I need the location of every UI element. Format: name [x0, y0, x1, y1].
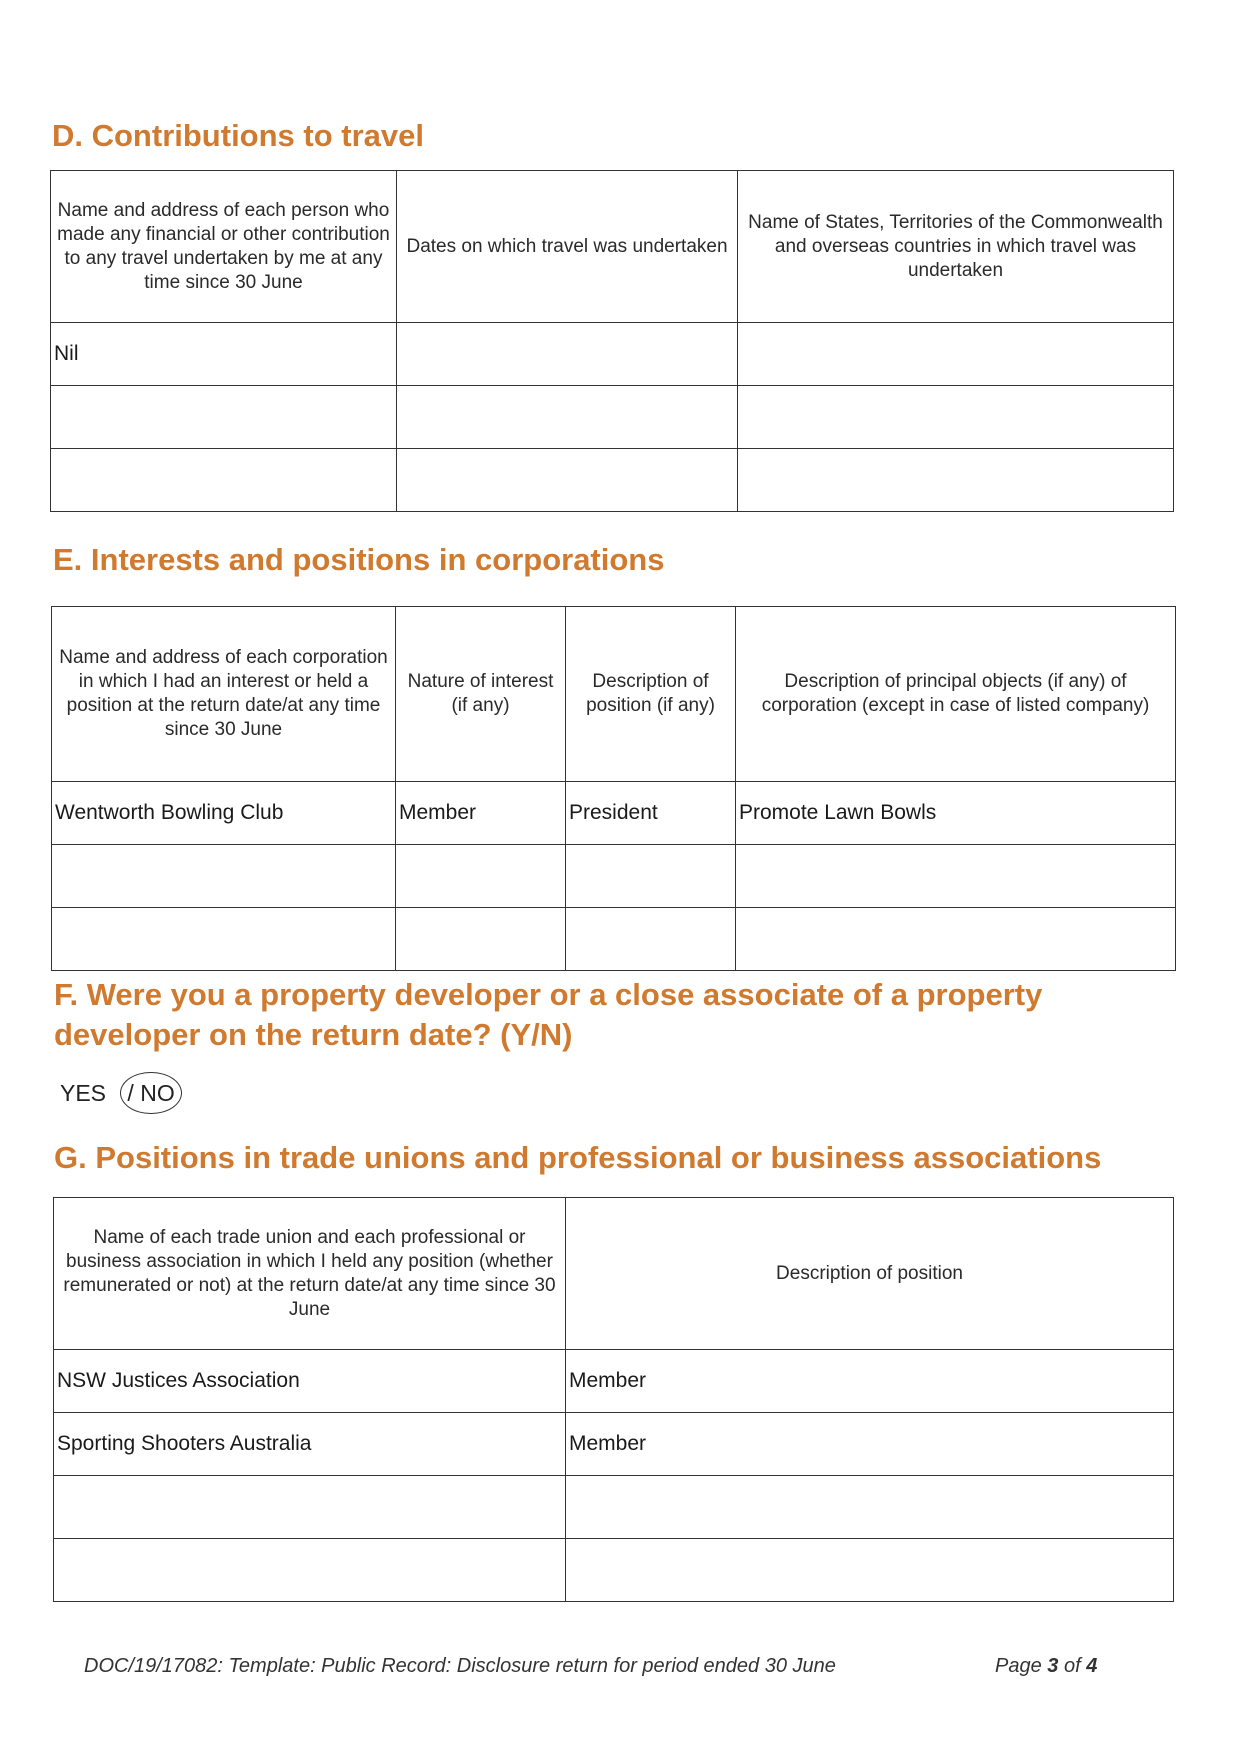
table-header: Name of each trade union and each professional or business association in which I held any position (whether remunerated or not) at the return date/at any time since 30 June	[54, 1198, 566, 1350]
table-row	[54, 1539, 1174, 1602]
table-cell: Sporting Shooters Australia	[54, 1413, 566, 1476]
table-cell	[51, 386, 397, 449]
table-cell: Member	[566, 1413, 1174, 1476]
table-cell	[736, 908, 1176, 971]
table-header: Description of position (if any)	[566, 607, 736, 782]
section-g-heading: G. Positions in trade unions and professional or business associations	[54, 1140, 1102, 1175]
table-row	[52, 845, 1176, 908]
yes-no-answer	[60, 1072, 182, 1114]
page-prefix: Page	[995, 1655, 1048, 1677]
page-total: 4	[1086, 1655, 1098, 1677]
table-cell: Promote Lawn Bowls	[736, 782, 1176, 845]
table-cell	[738, 323, 1174, 386]
no-option-circled	[120, 1072, 181, 1114]
table-header: Description of principal objects (if any) of corporation (except in case of listed company)	[736, 607, 1176, 782]
table-header: Dates on which travel was undertaken	[397, 171, 738, 323]
table-cell	[738, 386, 1174, 449]
table-cell: NSW Justices Association	[54, 1350, 566, 1413]
no-option: NO	[140, 1080, 175, 1106]
table-cell: Member	[566, 1350, 1174, 1413]
table-row	[54, 1350, 1174, 1413]
section-f-heading: F. Were you a property developer or a close associate of a property developer on the return date? (Y/N)	[54, 977, 1043, 1052]
section-d-heading: D. Contributions to travel	[52, 118, 424, 153]
yes-option: YES	[60, 1080, 107, 1106]
table-row	[54, 1476, 1174, 1539]
travel-contributions-table	[50, 170, 1174, 512]
table-cell	[51, 449, 397, 512]
table-cell: President	[566, 782, 736, 845]
page-current: 3	[1047, 1655, 1059, 1677]
table-row	[54, 1413, 1174, 1476]
option-separator: /	[127, 1080, 134, 1106]
table-header: Name and address of each corporation in which I had an interest or held a position at the return date/at any time since 30 June	[52, 607, 396, 782]
table-cell	[397, 323, 738, 386]
section-e-heading: E. Interests and positions in corporations	[53, 542, 665, 577]
table-cell	[52, 845, 396, 908]
table-cell	[566, 845, 736, 908]
page-number	[995, 1655, 1097, 1678]
table-cell	[566, 1476, 1174, 1539]
table-row	[52, 782, 1176, 845]
table-cell	[397, 386, 738, 449]
trade-unions-table	[53, 1197, 1174, 1602]
footer-doc-reference: DOC/19/17082: Template: Public Record: Disclosure return for period ended 30 June	[84, 1655, 836, 1677]
corporations-table	[51, 606, 1176, 971]
table-cell	[566, 1539, 1174, 1602]
table-cell	[738, 449, 1174, 512]
table-header: Description of position	[566, 1198, 1174, 1350]
table-header: Nature of interest (if any)	[396, 607, 566, 782]
table-header: Name of States, Territories of the Commonwealth and overseas countries in which travel was undertaken	[738, 171, 1174, 323]
table-row	[52, 908, 1176, 971]
table-cell	[396, 908, 566, 971]
table-header: Name and address of each person who made any financial or other contribution to any travel undertaken by me at any time since 30 June	[51, 171, 397, 323]
table-cell	[396, 845, 566, 908]
page-of: of	[1058, 1655, 1087, 1677]
table-row	[51, 449, 1174, 512]
table-cell	[52, 908, 396, 971]
table-cell: Wentworth Bowling Club	[52, 782, 396, 845]
table-row	[51, 323, 1174, 386]
table-cell	[397, 449, 738, 512]
table-cell: Nil	[51, 323, 397, 386]
table-cell	[736, 845, 1176, 908]
table-row	[51, 386, 1174, 449]
table-cell: Member	[396, 782, 566, 845]
table-cell	[54, 1476, 566, 1539]
table-cell	[54, 1539, 566, 1602]
table-cell	[566, 908, 736, 971]
